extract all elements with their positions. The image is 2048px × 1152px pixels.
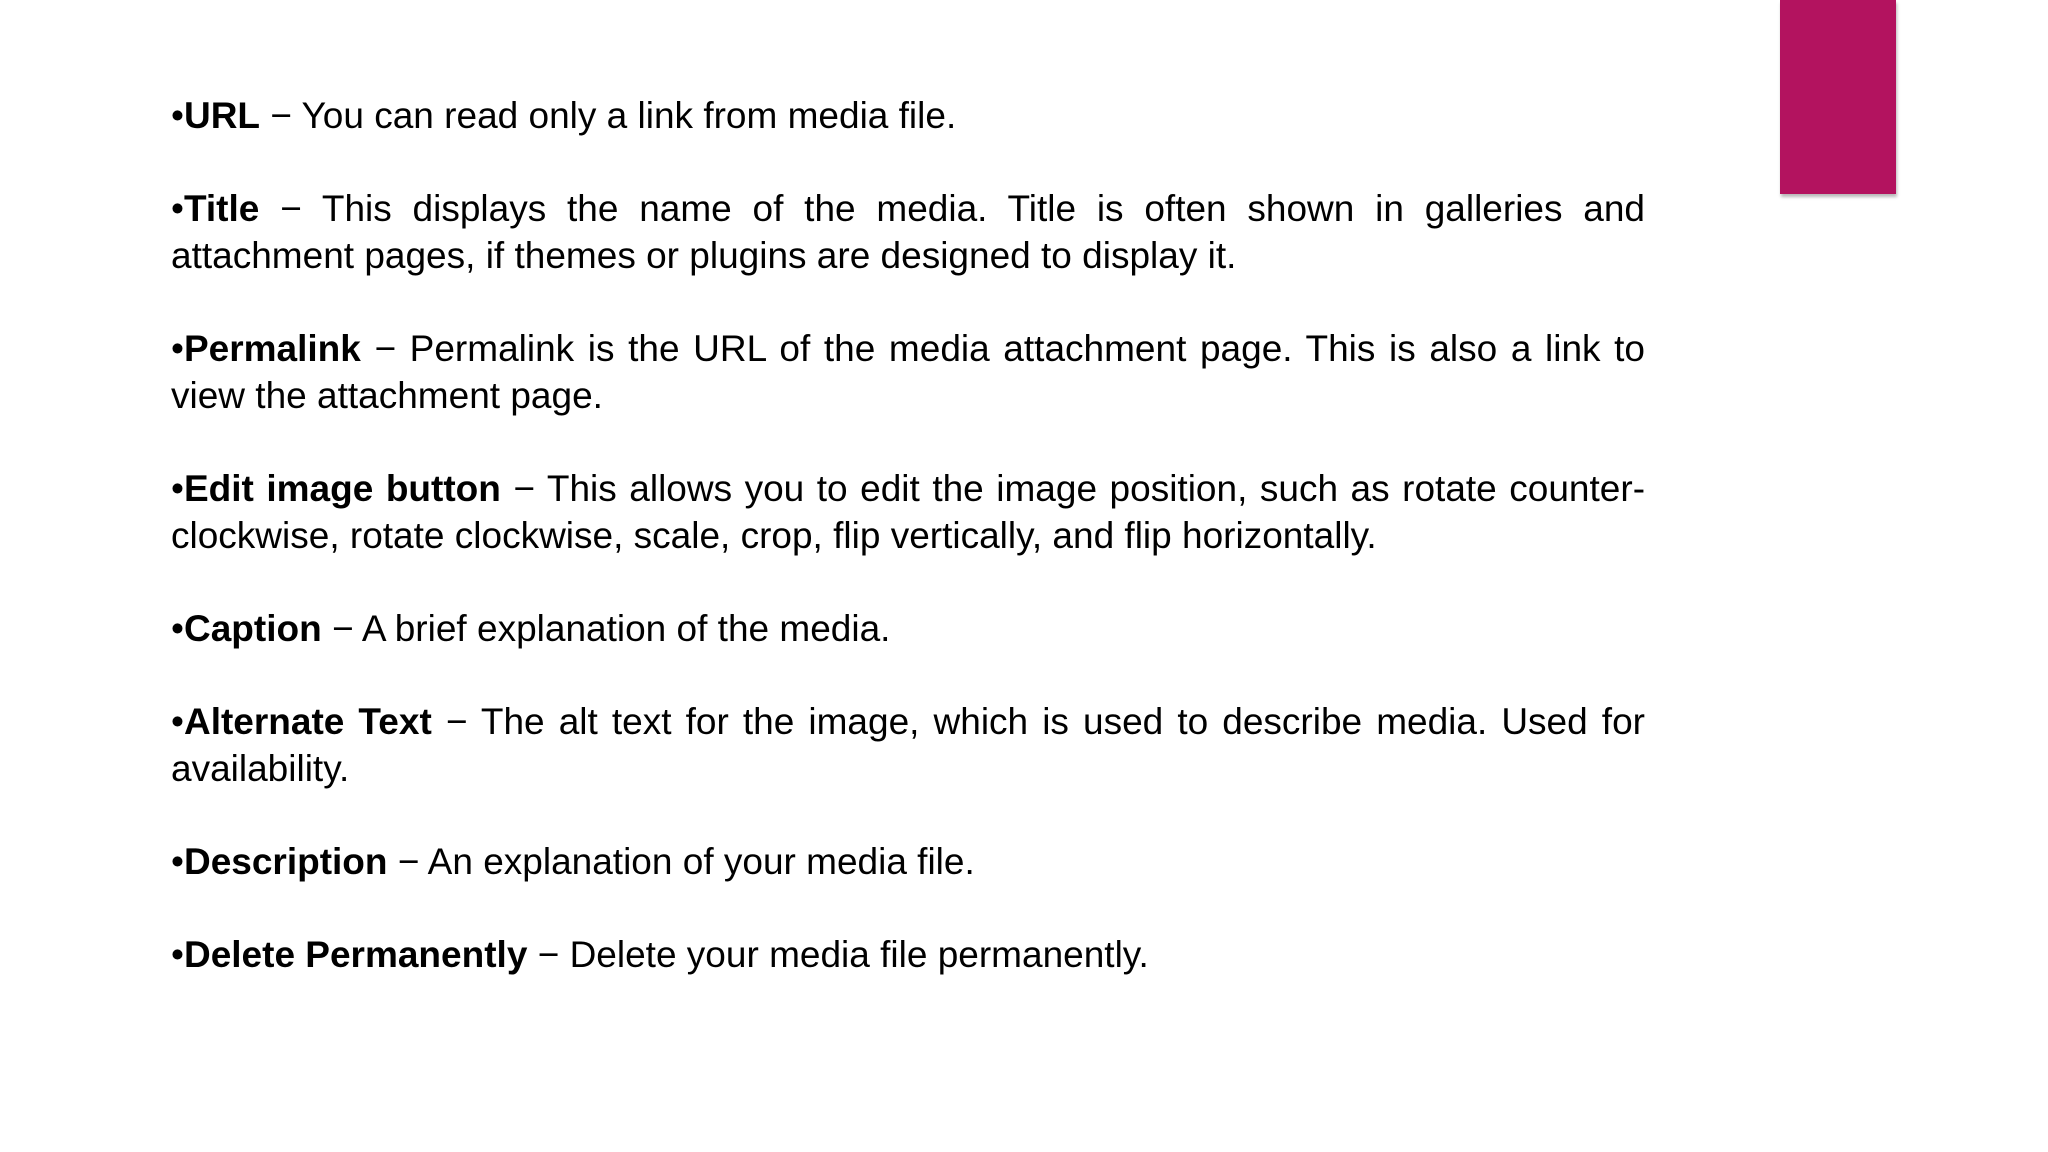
bullet-term: Delete Permanently <box>183 934 528 975</box>
bullet-term: Alternate Text <box>183 701 432 742</box>
bullet-list <box>171 92 1645 1024</box>
bullet-text: The alt text for the image, which is used to describe media. Used for availability. <box>171 701 1645 789</box>
bullet-text: You can read only a link from media file. <box>301 95 957 136</box>
bullet-marker: • <box>171 608 184 649</box>
bullet-marker: • <box>171 328 184 369</box>
bullet-separator: − <box>431 701 481 742</box>
bullet-marker: • <box>171 468 184 509</box>
bullet-caption <box>171 605 1645 652</box>
bullet-marker: • <box>171 841 184 882</box>
bullet-title <box>171 185 1645 279</box>
bullet-separator: − <box>321 608 362 649</box>
bullet-term: Title <box>183 188 260 229</box>
bullet-text: This allows you to edit the image position, such as rotate counter-clockwise, rotate clockwise, scale, crop, flip vertically, and flip horizontally. <box>171 468 1646 556</box>
bullet-text: Permalink is the URL of the media attachment page. This is also a link to view the attachment page. <box>171 328 1645 416</box>
bullet-separator: − <box>260 95 302 136</box>
accent-bar <box>1780 0 1896 194</box>
bullet-term: Caption <box>183 608 322 649</box>
bullet-term: Description <box>183 841 388 882</box>
bullet-text: An explanation of your media file. <box>427 841 975 882</box>
bullet-permalink <box>171 325 1645 419</box>
bullet-url <box>171 92 1645 139</box>
bullet-marker: • <box>171 701 184 742</box>
bullet-description <box>171 838 1645 885</box>
bullet-text: This displays the name of the media. Title is often shown in galleries and attachment pages, if themes or plugins are designed to display it. <box>171 188 1645 276</box>
bullet-separator: − <box>360 328 410 369</box>
bullet-separator: − <box>387 841 428 882</box>
bullet-separator: − <box>259 188 322 229</box>
bullet-text: Delete your media file permanently. <box>569 934 1149 975</box>
bullet-separator: − <box>527 934 570 975</box>
bullet-text: A brief explanation of the media. <box>361 608 891 649</box>
bullet-edit-image-button <box>171 465 1645 559</box>
bullet-alternate-text <box>171 698 1645 792</box>
bullet-term: URL <box>183 95 261 136</box>
bullet-marker: • <box>171 188 184 229</box>
bullet-marker: • <box>171 95 184 136</box>
bullet-separator: − <box>500 468 547 509</box>
bullet-term: Permalink <box>183 328 361 369</box>
bullet-marker: • <box>171 934 184 975</box>
bullet-term: Edit image button <box>183 468 501 509</box>
bullet-delete-permanently <box>171 931 1645 978</box>
